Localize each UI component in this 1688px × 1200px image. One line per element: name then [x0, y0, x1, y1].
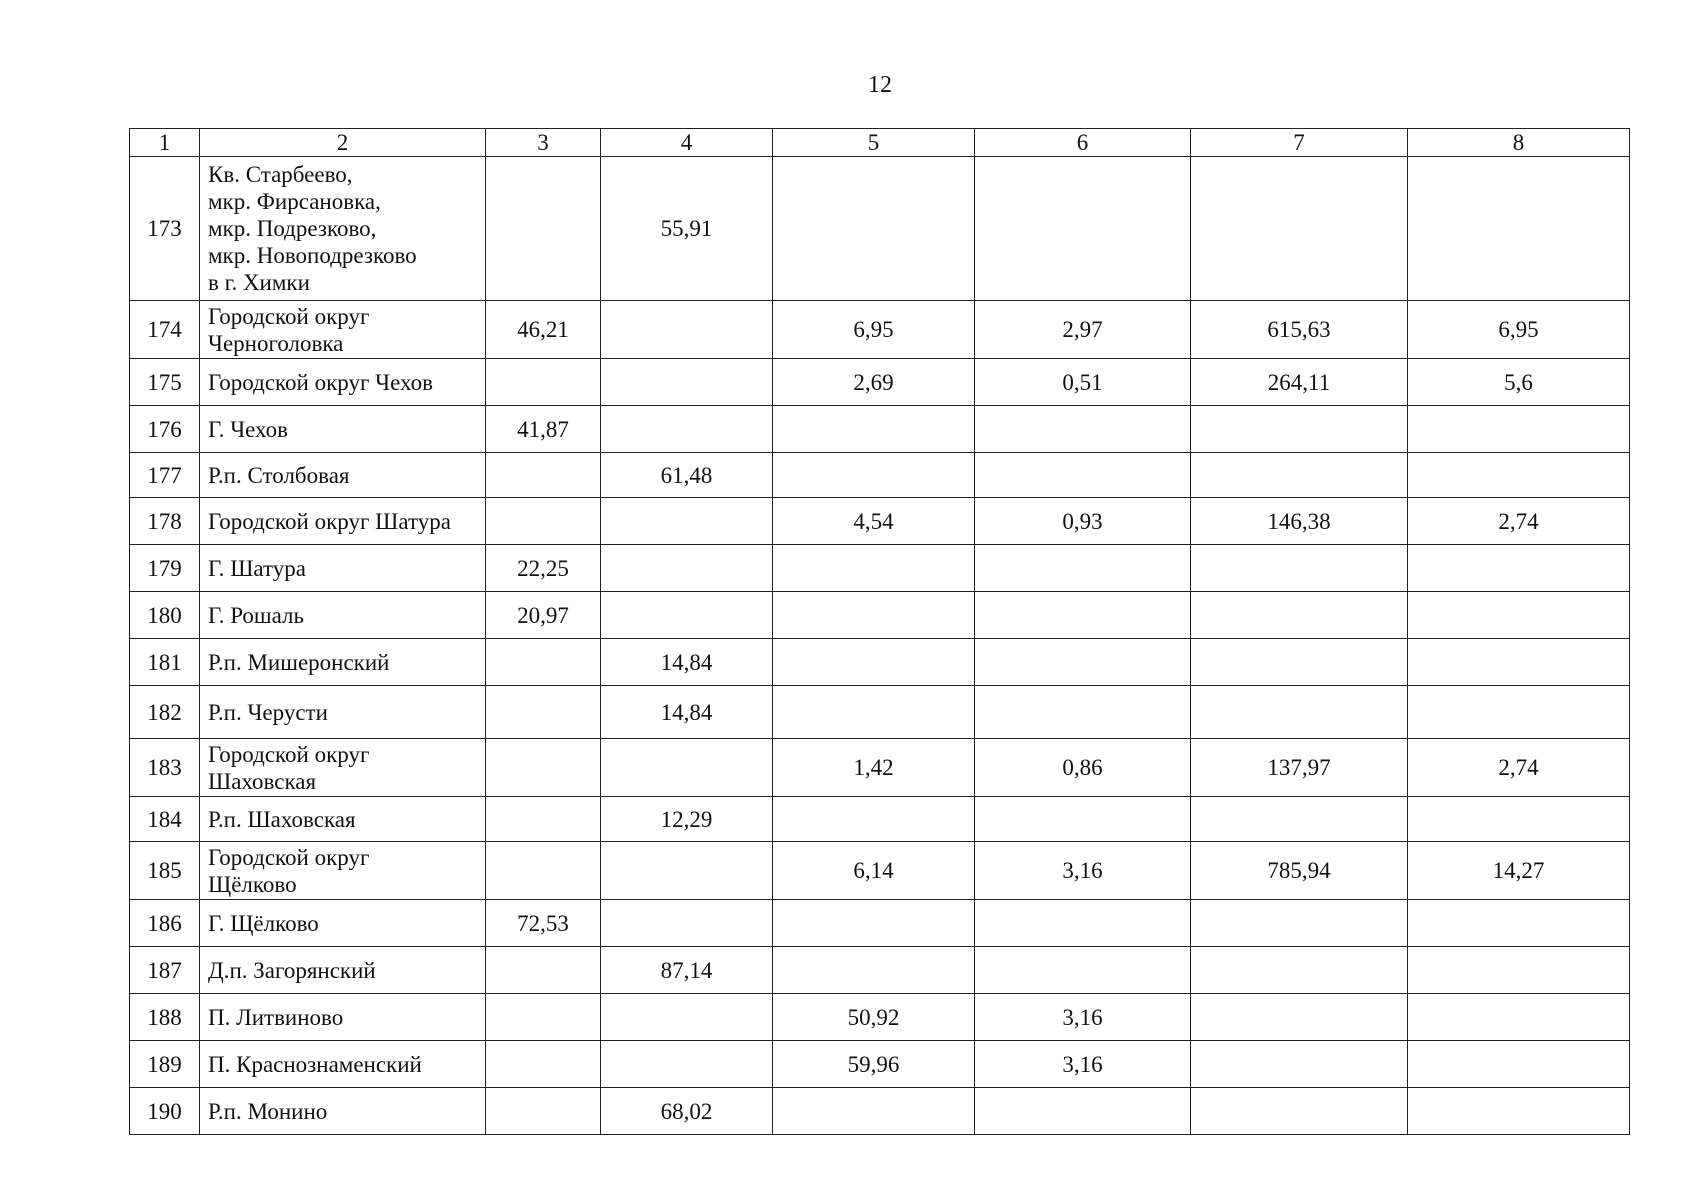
value-cell-8	[1408, 545, 1630, 592]
value-cell-6: 3,16	[975, 994, 1191, 1041]
value-cell-5	[773, 406, 975, 453]
row-number: 187	[130, 947, 200, 994]
table-row	[130, 545, 1630, 592]
value-cell-7	[1191, 545, 1408, 592]
value-cell-6	[975, 157, 1191, 301]
value-cell-3	[486, 739, 601, 797]
value-cell-6	[975, 406, 1191, 453]
value-cell-3: 46,21	[486, 301, 601, 359]
value-cell-7	[1191, 1088, 1408, 1135]
value-cell-4: 14,84	[601, 686, 773, 739]
value-cell-7	[1191, 686, 1408, 739]
value-cell-7: 785,94	[1191, 842, 1408, 900]
value-cell-3	[486, 157, 601, 301]
locality-name: Г. Чехов	[200, 406, 486, 453]
row-number: 180	[130, 592, 200, 639]
table-row	[130, 592, 1630, 639]
row-number: 176	[130, 406, 200, 453]
value-cell-6: 0,51	[975, 359, 1191, 406]
value-cell-8	[1408, 1041, 1630, 1088]
row-number: 184	[130, 797, 200, 842]
value-cell-6	[975, 686, 1191, 739]
value-cell-7	[1191, 639, 1408, 686]
table-row	[130, 406, 1630, 453]
table-row	[130, 157, 1630, 301]
table-body	[130, 129, 1630, 1135]
value-cell-7: 137,97	[1191, 739, 1408, 797]
locality-name: Городской округ Черноголовка	[200, 301, 486, 359]
locality-name: Кв. Старбеево, мкр. Фирсановка, мкр. Подрезково, мкр. Новоподрезково в г. Химки	[200, 157, 486, 301]
value-cell-7	[1191, 1041, 1408, 1088]
value-cell-5	[773, 947, 975, 994]
value-cell-6	[975, 1088, 1191, 1135]
value-cell-4	[601, 301, 773, 359]
table-row	[130, 301, 1630, 359]
value-cell-4	[601, 900, 773, 947]
value-cell-8	[1408, 639, 1630, 686]
table-row	[130, 739, 1630, 797]
row-number: 174	[130, 301, 200, 359]
column-header: 4	[601, 129, 773, 157]
table-row	[130, 797, 1630, 842]
value-cell-8	[1408, 1088, 1630, 1135]
value-cell-8	[1408, 453, 1630, 498]
column-header: 3	[486, 129, 601, 157]
value-cell-3	[486, 842, 601, 900]
value-cell-8	[1408, 797, 1630, 842]
table-row	[130, 1041, 1630, 1088]
table-row	[130, 498, 1630, 545]
locality-name: П. Литвиново	[200, 994, 486, 1041]
value-cell-4	[601, 592, 773, 639]
value-cell-6	[975, 453, 1191, 498]
value-cell-4: 68,02	[601, 1088, 773, 1135]
value-cell-4	[601, 842, 773, 900]
value-cell-3: 41,87	[486, 406, 601, 453]
value-cell-4	[601, 498, 773, 545]
value-cell-3	[486, 453, 601, 498]
table-row	[130, 947, 1630, 994]
value-cell-3	[486, 947, 601, 994]
value-cell-5	[773, 797, 975, 842]
row-number: 173	[130, 157, 200, 301]
value-cell-8	[1408, 994, 1630, 1041]
value-cell-5: 59,96	[773, 1041, 975, 1088]
value-cell-7	[1191, 994, 1408, 1041]
table-row	[130, 686, 1630, 739]
value-cell-8: 2,74	[1408, 498, 1630, 545]
value-cell-7: 615,63	[1191, 301, 1408, 359]
row-number: 182	[130, 686, 200, 739]
column-header: 1	[130, 129, 200, 157]
value-cell-7	[1191, 592, 1408, 639]
row-number: 181	[130, 639, 200, 686]
value-cell-7	[1191, 157, 1408, 301]
value-cell-3: 72,53	[486, 900, 601, 947]
table-row	[130, 842, 1630, 900]
value-cell-8: 5,6	[1408, 359, 1630, 406]
row-number: 189	[130, 1041, 200, 1088]
locality-name: Городской округ Шаховская	[200, 739, 486, 797]
value-cell-8: 6,95	[1408, 301, 1630, 359]
value-cell-5	[773, 545, 975, 592]
locality-name: Г. Шатура	[200, 545, 486, 592]
row-number: 185	[130, 842, 200, 900]
value-cell-6	[975, 900, 1191, 947]
value-cell-4	[601, 994, 773, 1041]
row-number: 188	[130, 994, 200, 1041]
value-cell-3	[486, 1088, 601, 1135]
value-cell-5: 1,42	[773, 739, 975, 797]
locality-name: Г. Рошаль	[200, 592, 486, 639]
value-cell-6: 2,97	[975, 301, 1191, 359]
value-cell-6	[975, 947, 1191, 994]
locality-name: Городской округ Шатура	[200, 498, 486, 545]
row-number: 177	[130, 453, 200, 498]
value-cell-7	[1191, 900, 1408, 947]
value-cell-6: 3,16	[975, 842, 1191, 900]
locality-name: Р.п. Шаховская	[200, 797, 486, 842]
value-cell-4	[601, 545, 773, 592]
value-cell-3	[486, 359, 601, 406]
value-cell-3: 20,97	[486, 592, 601, 639]
value-cell-5	[773, 1088, 975, 1135]
locality-name: Р.п. Монино	[200, 1088, 486, 1135]
value-cell-3	[486, 498, 601, 545]
column-header: 7	[1191, 129, 1408, 157]
row-number: 175	[130, 359, 200, 406]
value-cell-4: 87,14	[601, 947, 773, 994]
locality-name: Д.п. Загорянский	[200, 947, 486, 994]
value-cell-6: 3,16	[975, 1041, 1191, 1088]
value-cell-7: 146,38	[1191, 498, 1408, 545]
table-row	[130, 994, 1630, 1041]
locality-name: Р.п. Черусти	[200, 686, 486, 739]
value-cell-4: 12,29	[601, 797, 773, 842]
value-cell-3	[486, 994, 601, 1041]
value-cell-3	[486, 639, 601, 686]
value-cell-5	[773, 900, 975, 947]
value-cell-5	[773, 157, 975, 301]
value-cell-4: 55,91	[601, 157, 773, 301]
value-cell-3	[486, 1041, 601, 1088]
column-header: 8	[1408, 129, 1630, 157]
value-cell-8	[1408, 157, 1630, 301]
value-cell-7	[1191, 947, 1408, 994]
row-number: 186	[130, 900, 200, 947]
value-cell-6	[975, 797, 1191, 842]
value-cell-6: 0,93	[975, 498, 1191, 545]
value-cell-8	[1408, 406, 1630, 453]
value-cell-8	[1408, 947, 1630, 994]
value-cell-4	[601, 406, 773, 453]
value-cell-7	[1191, 797, 1408, 842]
table-row	[130, 900, 1630, 947]
value-cell-5: 4,54	[773, 498, 975, 545]
value-cell-5: 6,14	[773, 842, 975, 900]
value-cell-3	[486, 686, 601, 739]
value-cell-4: 14,84	[601, 639, 773, 686]
value-cell-7	[1191, 406, 1408, 453]
value-cell-7	[1191, 453, 1408, 498]
value-cell-6	[975, 592, 1191, 639]
data-table	[129, 128, 1630, 1135]
value-cell-8: 14,27	[1408, 842, 1630, 900]
value-cell-5: 2,69	[773, 359, 975, 406]
value-cell-8	[1408, 592, 1630, 639]
value-cell-5: 6,95	[773, 301, 975, 359]
table-row	[130, 1088, 1630, 1135]
header-row	[130, 129, 1630, 157]
table-row	[130, 359, 1630, 406]
row-number: 179	[130, 545, 200, 592]
value-cell-4: 61,48	[601, 453, 773, 498]
value-cell-4	[601, 739, 773, 797]
row-number: 178	[130, 498, 200, 545]
locality-name: Городской округ Чехов	[200, 359, 486, 406]
table-row	[130, 453, 1630, 498]
locality-name: Г. Щёлково	[200, 900, 486, 947]
locality-name: Городской округ Щёлково	[200, 842, 486, 900]
value-cell-5	[773, 639, 975, 686]
column-header: 5	[773, 129, 975, 157]
value-cell-8	[1408, 900, 1630, 947]
table-row	[130, 639, 1630, 686]
value-cell-4	[601, 1041, 773, 1088]
column-header: 2	[200, 129, 486, 157]
value-cell-8	[1408, 686, 1630, 739]
column-header: 6	[975, 129, 1191, 157]
value-cell-6: 0,86	[975, 739, 1191, 797]
value-cell-5: 50,92	[773, 994, 975, 1041]
row-number: 183	[130, 739, 200, 797]
value-cell-5	[773, 686, 975, 739]
page-number: 12	[868, 72, 892, 98]
locality-name: Р.п. Мишеронский	[200, 639, 486, 686]
row-number: 190	[130, 1088, 200, 1135]
value-cell-3: 22,25	[486, 545, 601, 592]
value-cell-5	[773, 592, 975, 639]
value-cell-6	[975, 639, 1191, 686]
locality-name: П. Краснознаменский	[200, 1041, 486, 1088]
value-cell-8: 2,74	[1408, 739, 1630, 797]
value-cell-4	[601, 359, 773, 406]
value-cell-6	[975, 545, 1191, 592]
value-cell-5	[773, 453, 975, 498]
value-cell-7: 264,11	[1191, 359, 1408, 406]
value-cell-3	[486, 797, 601, 842]
locality-name: Р.п. Столбовая	[200, 453, 486, 498]
